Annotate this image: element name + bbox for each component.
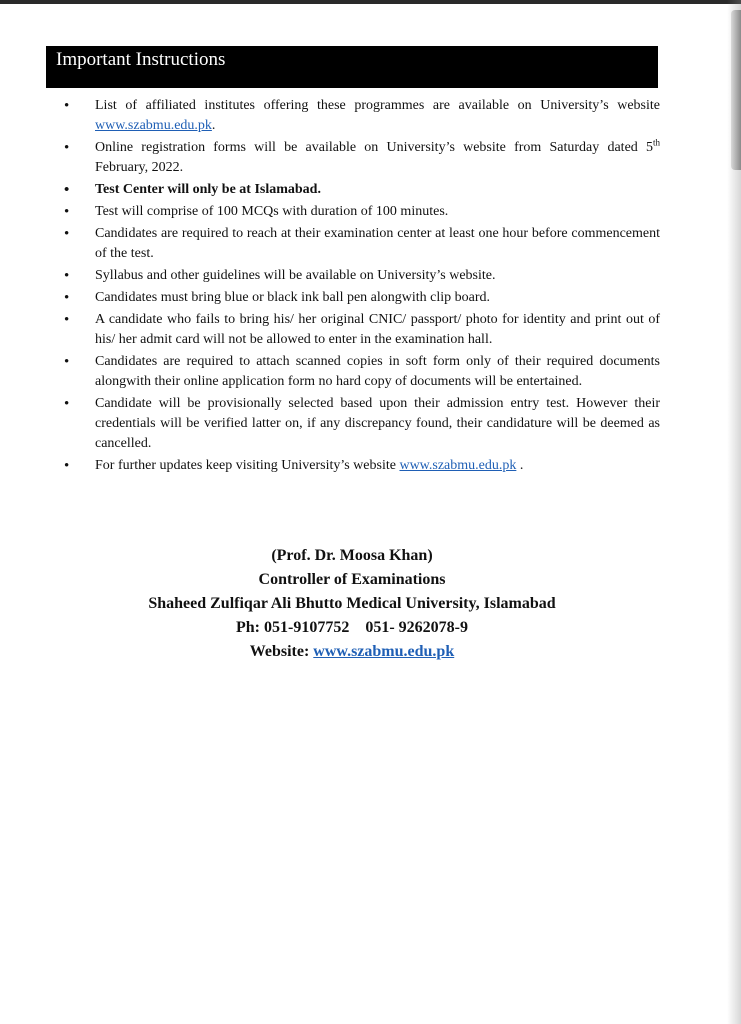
list-item: • Candidates must bring blue or black ink ball pen alongwith clip board.: [64, 290, 491, 306]
list-item: • Candidates are required to attach scanned copies in soft form only of their required documents alongwith their online application form no hard copy of documents will be entertained.: [64, 354, 660, 389]
list-item: • Online registration forms will be available on University’s website from Saturday dated 5th February, 2022.: [64, 137, 660, 175]
signature-website-link[interactable]: www.szabmu.edu.pk: [313, 643, 455, 660]
bullet-icon: •: [64, 182, 70, 198]
instructions-list: [64, 96, 660, 478]
list-item: • A candidate who fails to bring his/ her original CNIC/ passport/ photo for identity and print out of his/ her admit card will not be allowed to enter in the examination hall.: [64, 312, 660, 347]
instructions-title: Important Instructions: [56, 49, 226, 70]
list-item: • Test Center will only be at Islamabad.: [64, 182, 321, 198]
bullet-icon: •: [64, 312, 70, 328]
university-website-link[interactable]: www.szabmu.edu.pk: [95, 118, 212, 133]
list-item: • Syllabus and other guidelines will be available on University’s website.: [64, 268, 496, 284]
list-item: • Candidates are required to reach at their examination center at least one hour before commencement of the test.: [64, 226, 660, 261]
scroll-handle[interactable]: [731, 10, 741, 170]
list-item: • For further updates keep visiting University’s website www.szabmu.edu.pk .: [64, 458, 524, 474]
page-top-border: [0, 0, 741, 4]
bullet-icon: •: [64, 268, 70, 284]
bullet-icon: •: [64, 140, 70, 156]
signature-block: [80, 544, 624, 664]
list-item: • List of affiliated institutes offering these programmes are available on University’s website www.szabmu.edu.pk.: [64, 98, 660, 133]
website-line: [80, 640, 624, 664]
bullet-icon: •: [64, 396, 70, 412]
list-item: • Candidate will be provisionally selected based upon their admission entry test. However their credentials will be verified latter on, if any discrepancy found, their candidature will be deemed as cancelled.: [64, 396, 660, 451]
bullet-icon: •: [64, 354, 70, 370]
list-item: • Test will comprise of 100 MCQs with duration of 100 minutes.: [64, 204, 449, 220]
university-website-link[interactable]: www.szabmu.edu.pk: [399, 458, 517, 473]
phone-numbers: Ph: 051-9107752 051- 9262078-9: [236, 619, 468, 636]
instructions-header: [46, 46, 658, 88]
website-label: Website:: [249, 643, 310, 660]
bullet-icon: •: [64, 290, 70, 306]
signatory-name: (Prof. Dr. Moosa Khan): [271, 547, 433, 564]
bullet-icon: •: [64, 458, 70, 474]
bullet-icon: •: [64, 98, 70, 114]
bullet-icon: •: [64, 204, 70, 220]
university-name: Shaheed Zulfiqar Ali Bhutto Medical University, Islamabad: [148, 595, 556, 612]
bullet-icon: •: [64, 226, 70, 242]
signatory-title: Controller of Examinations: [258, 571, 446, 588]
